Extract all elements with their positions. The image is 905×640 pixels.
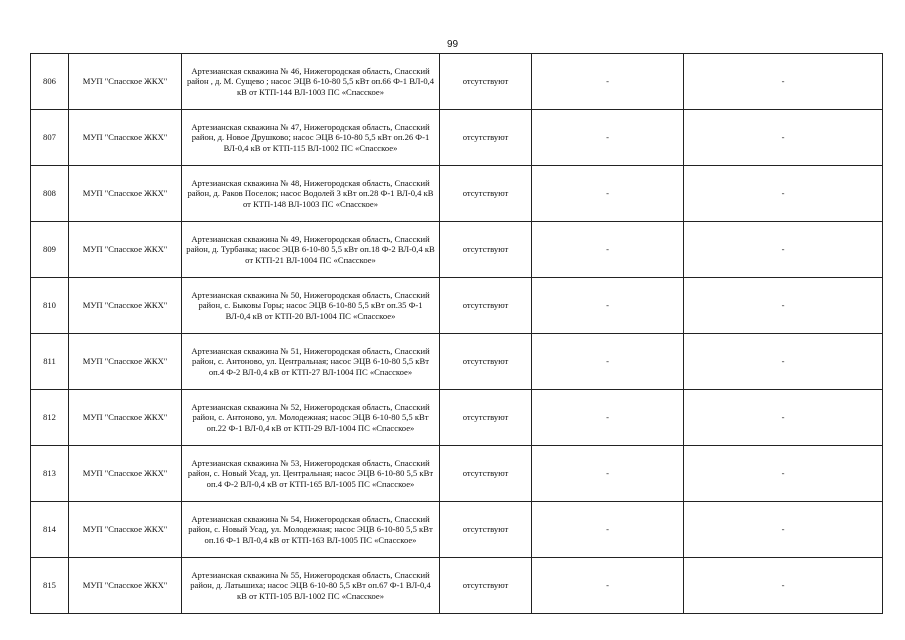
- object-description-cell: Артезианская скважина № 53, Нижегородская область, Спасский район, с. Новый Усад, ул. Центральная; насос ЭЦВ 6-10-80 5,5 кВт оп.4 Ф-2 ВЛ-0,4 кВ от КТП-165 ВЛ-1005 ПС «Спасское»: [182, 446, 440, 502]
- empty-value-cell: -: [532, 502, 684, 558]
- owner-cell: МУП "Спасское ЖКХ": [69, 110, 182, 166]
- object-description-cell: Артезианская скважина № 52, Нижегородская область, Спасский район, с. Антоново, ул. Молодежная; насос ЭЦВ 6-10-80 5,5 кВт оп.22 Ф-1 ВЛ-0,4 кВ от КТП-29 ВЛ-1004 ПС «Спасское»: [182, 390, 440, 446]
- row-number: 806: [31, 54, 69, 110]
- documents-cell: отсутствуют: [440, 446, 532, 502]
- table-row: [31, 54, 883, 110]
- empty-value-cell: -: [684, 166, 883, 222]
- table-row: [31, 558, 883, 614]
- object-description-cell: Артезианская скважина № 54, Нижегородская область, Спасский район, с. Новый Усад, ул. Молодежная; насос ЭЦВ 6-10-80 5,5 кВт оп.16 Ф-1 ВЛ-0,4 кВ от КТП-163 ВЛ-1005 ПС «Спасское»: [182, 502, 440, 558]
- empty-value-cell: -: [532, 110, 684, 166]
- documents-cell: отсутствуют: [440, 278, 532, 334]
- row-number: 814: [31, 502, 69, 558]
- row-number: 813: [31, 446, 69, 502]
- owner-cell: МУП "Спасское ЖКХ": [69, 502, 182, 558]
- row-number: 811: [31, 334, 69, 390]
- object-description-cell: Артезианская скважина № 49, Нижегородская область, Спасский район, д. Турбанка; насос ЭЦВ 6-10-80 5,5 кВт оп.18 Ф-2 ВЛ-0,4 кВ от КТП-21 ВЛ-1004 ПС «Спасское»: [182, 222, 440, 278]
- owner-cell: МУП "Спасское ЖКХ": [69, 558, 182, 614]
- empty-value-cell: -: [684, 334, 883, 390]
- table-row: [31, 222, 883, 278]
- row-number: 810: [31, 278, 69, 334]
- object-description-cell: Артезианская скважина № 48, Нижегородская область, Спасский район, д. Раков Поселок; насос Водолей 3 кВт оп.28 Ф-1 ВЛ-0,4 кВ от КТП-148 ВЛ-1003 ПС «Спасское»: [182, 166, 440, 222]
- empty-value-cell: -: [532, 446, 684, 502]
- row-number: 807: [31, 110, 69, 166]
- table-row: [31, 166, 883, 222]
- owner-cell: МУП "Спасское ЖКХ": [69, 54, 182, 110]
- empty-value-cell: -: [532, 390, 684, 446]
- empty-value-cell: -: [532, 166, 684, 222]
- page-number: 99: [446, 39, 459, 50]
- empty-value-cell: -: [684, 278, 883, 334]
- object-description-cell: Артезианская скважина № 51, Нижегородская область, Спасский район, с. Антоново, ул. Центральная; насос ЭЦВ 6-10-80 5,5 кВт оп.4 Ф-2 ВЛ-0,4 кВ от КТП-27 ВЛ-1004 ПС «Спасское»: [182, 334, 440, 390]
- owner-cell: МУП "Спасское ЖКХ": [69, 166, 182, 222]
- documents-cell: отсутствуют: [440, 558, 532, 614]
- owner-cell: МУП "Спасское ЖКХ": [69, 278, 182, 334]
- empty-value-cell: -: [684, 502, 883, 558]
- object-description-cell: Артезианская скважина № 55, Нижегородская область, Спасский район, д. Латышиха; насос ЭЦВ 6-10-80 5,5 кВт оп.67 Ф-1 ВЛ-0,4 кВ от КТП-105 ВЛ-1002 ПС «Спасское»: [182, 558, 440, 614]
- row-number: 808: [31, 166, 69, 222]
- empty-value-cell: -: [532, 222, 684, 278]
- empty-value-cell: -: [532, 558, 684, 614]
- table-row: [31, 446, 883, 502]
- empty-value-cell: -: [684, 446, 883, 502]
- owner-cell: МУП "Спасское ЖКХ": [69, 334, 182, 390]
- documents-cell: отсутствуют: [440, 166, 532, 222]
- empty-value-cell: -: [684, 54, 883, 110]
- registry-table: [30, 53, 883, 614]
- row-number: 815: [31, 558, 69, 614]
- owner-cell: МУП "Спасское ЖКХ": [69, 222, 182, 278]
- documents-cell: отсутствуют: [440, 222, 532, 278]
- table-row: [31, 110, 883, 166]
- table-row: [31, 502, 883, 558]
- empty-value-cell: -: [532, 278, 684, 334]
- owner-cell: МУП "Спасское ЖКХ": [69, 446, 182, 502]
- empty-value-cell: -: [684, 390, 883, 446]
- empty-value-cell: -: [684, 222, 883, 278]
- empty-value-cell: -: [532, 334, 684, 390]
- row-number: 812: [31, 390, 69, 446]
- empty-value-cell: -: [532, 54, 684, 110]
- table-row: [31, 278, 883, 334]
- object-description-cell: Артезианская скважина № 47, Нижегородская область, Спасский район, д. Новое Друшково; насос ЭЦВ 6-10-80 5,5 кВт оп.26 Ф-1 ВЛ-0,4 кВ от КТП-115 ВЛ-1002 ПС «Спасское»: [182, 110, 440, 166]
- object-description-cell: Артезианская скважина № 46, Нижегородская область, Спасский район , д. М. Сущево ; насос ЭЦВ 6-10-80 5,5 кВт оп.66 Ф-1 ВЛ-0,4 кВ от КТП-144 ВЛ-1003 ПС «Спасское»: [182, 54, 440, 110]
- row-number: 809: [31, 222, 69, 278]
- empty-value-cell: -: [684, 558, 883, 614]
- table-row: [31, 334, 883, 390]
- documents-cell: отсутствуют: [440, 54, 532, 110]
- documents-cell: отсутствуют: [440, 334, 532, 390]
- documents-cell: отсутствуют: [440, 110, 532, 166]
- empty-value-cell: -: [684, 110, 883, 166]
- object-description-cell: Артезианская скважина № 50, Нижегородская область, Спасский район, с. Быковы Горы; насос ЭЦВ 6-10-80 5,5 кВт оп.35 Ф-1 ВЛ-0,4 кВ от КТП-20 ВЛ-1004 ПС «Спасское»: [182, 278, 440, 334]
- table-row: [31, 390, 883, 446]
- documents-cell: отсутствуют: [440, 390, 532, 446]
- owner-cell: МУП "Спасское ЖКХ": [69, 390, 182, 446]
- documents-cell: отсутствуют: [440, 502, 532, 558]
